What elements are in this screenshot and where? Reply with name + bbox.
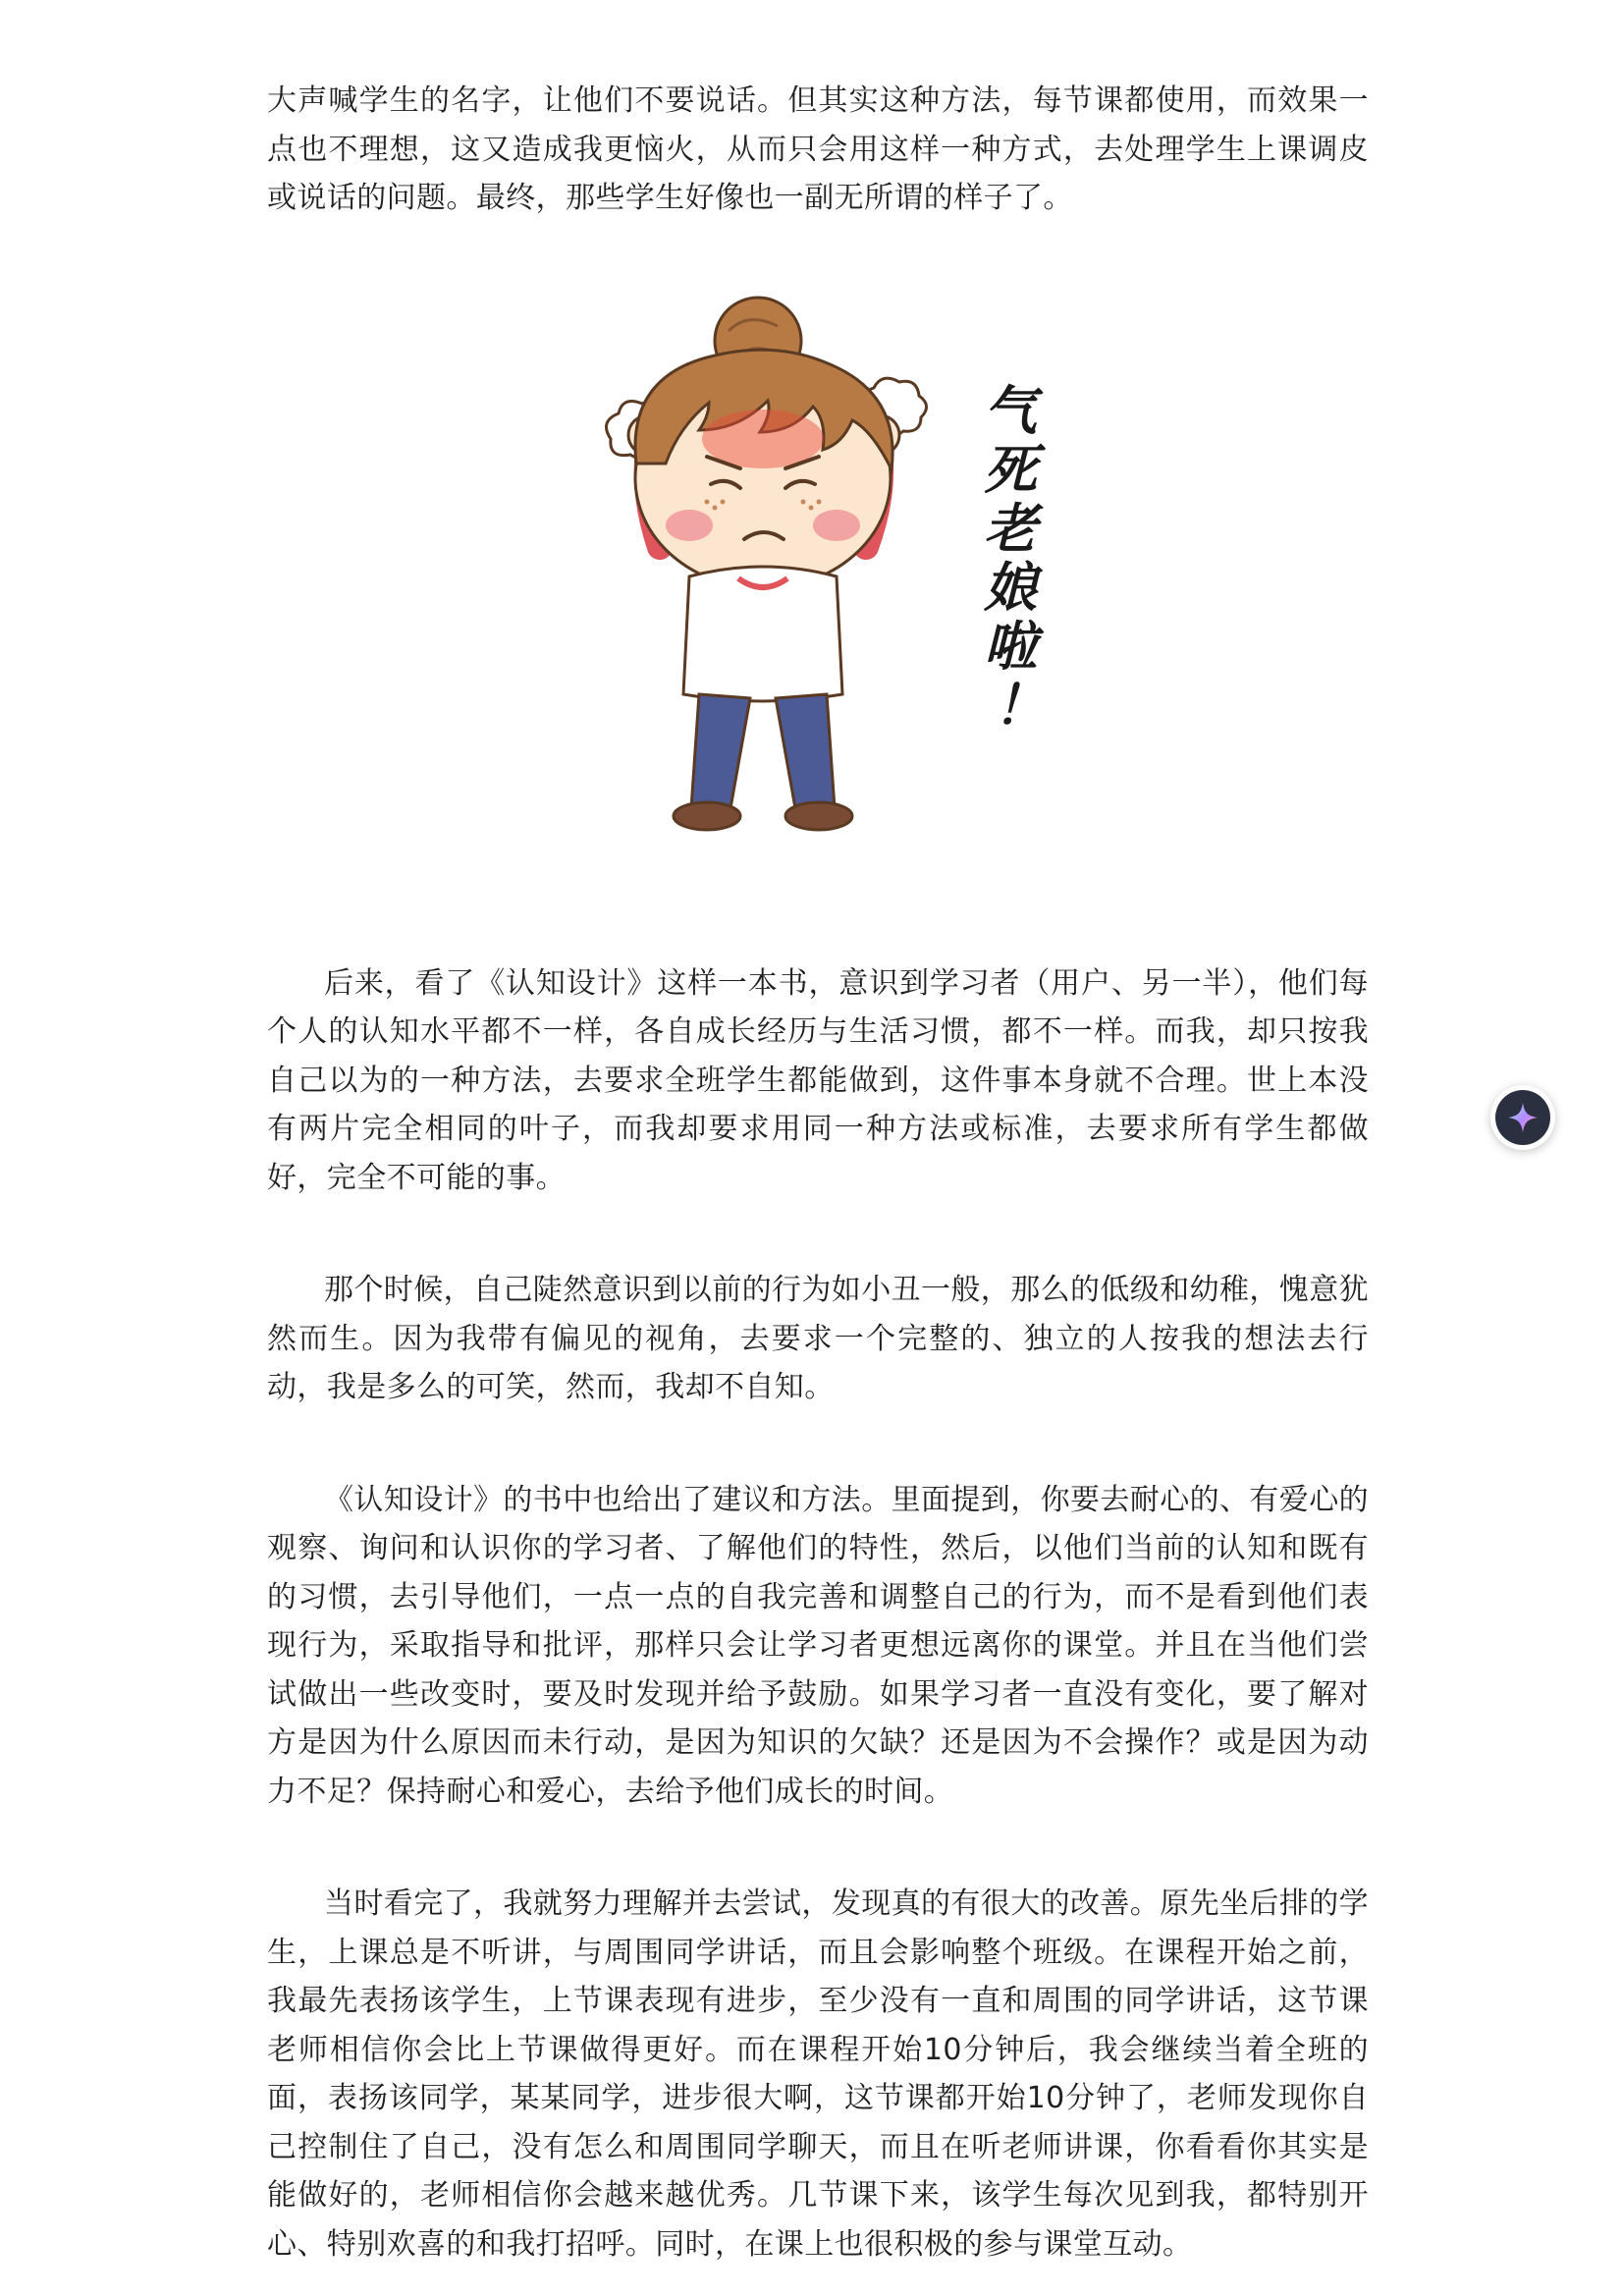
ai-assistant-button[interactable] <box>1490 1085 1555 1150</box>
paragraph-recognition: 后来，看了《认知设计》这样一本书，意识到学习者（用户、另一半），他们每个人的认知水平都不一样，各自成长经历与生活习惯，都不一样。而我，却只按我自己以为的一种方法，去要求全班学生都能做到，这件事本身就不合理。世上本没有两片完全相同的叶子，而我却要求用同一种方法或标准，去要求所有学生都做好，完全不可能的事。 <box>267 965 1369 1195</box>
paragraph-realization: 那个时候，自己陡然意识到以前的行为如小丑一般，那么的低级和幼稚，愧意犹然而生。因为我带有偏见的视角，去要求一个完整的、独立的人按我的想法去行动，我是多么的可笑，然而，我却不自知。 <box>267 1273 1369 1404</box>
caption-char: 啦 <box>984 615 1037 678</box>
sparkle-icon <box>1495 1090 1550 1145</box>
cartoon-girl-image <box>542 292 1092 891</box>
caption-char: ！ <box>994 674 1047 737</box>
caption-char: 死 <box>984 438 1037 501</box>
caption-char: 气 <box>984 379 1037 442</box>
caption-char: 娘 <box>984 556 1037 619</box>
article-body <box>267 77 1369 2269</box>
angry-girl-illustration <box>267 292 1369 891</box>
paragraph-book-advice: 《认知设计》的书中也给出了建议和方法。里面提到，你要去耐心的、有爱心的观察、询问和认识你的学习者、了解他们的特性，然后，以他们当前的认知和既有的习惯，去引导他们，一点一点的自我完善和调整自己的行为，而不是看到他们表现行为，采取指导和批评，那样只会让学习者更想远离你的课堂。并且在当他们尝试做出一些改变时，要及时发现并给予鼓励。如果学习者一直没有变化，要了解对方是因为什么原因而未行动，是因为知识的欠缺？还是因为不会操作？或是因为动力不足？保持耐心和爱心，去给予他们成长的时间。 <box>267 1482 1369 1809</box>
paragraph-intro: 大声喊学生的名字，让他们不要说话。但其实这种方法，每节课都使用，而效果一点也不理想，这又造成我更恼火，从而只会用这样一种方式，去处理学生上课调皮或说话的问题。最终，那些学生好像也一副无所谓的样子了。 <box>267 83 1369 215</box>
caption-char: 老 <box>984 497 1037 560</box>
paragraph-practice: 当时看完了，我就努力理解并去尝试，发现真的有很大的改善。原先坐后排的学生，上课总是不听讲，与周围同学讲话，而且会影响整个班级。在课程开始之前，我最先表扬该学生，上节课表现有进步，至少没有一直和周围的同学讲话，这节课老师相信你会比上节课做得更好。而在课程开始10分钟后，我会继续当着全班的面，表扬该同学，某某同学，进步很大啊，这节课都开始10分钟了，老师发现你自己控制住了自己，没有怎么和周围同学聊天，而且在听老师讲课，你看看你其实是能做好的，老师相信你会越来越优秀。几节课下来，该学生每次见到我，都特别开心、特别欢喜的和我打招呼。同时，在课上也很积极的参与课堂互动。 <box>267 1886 1369 2262</box>
